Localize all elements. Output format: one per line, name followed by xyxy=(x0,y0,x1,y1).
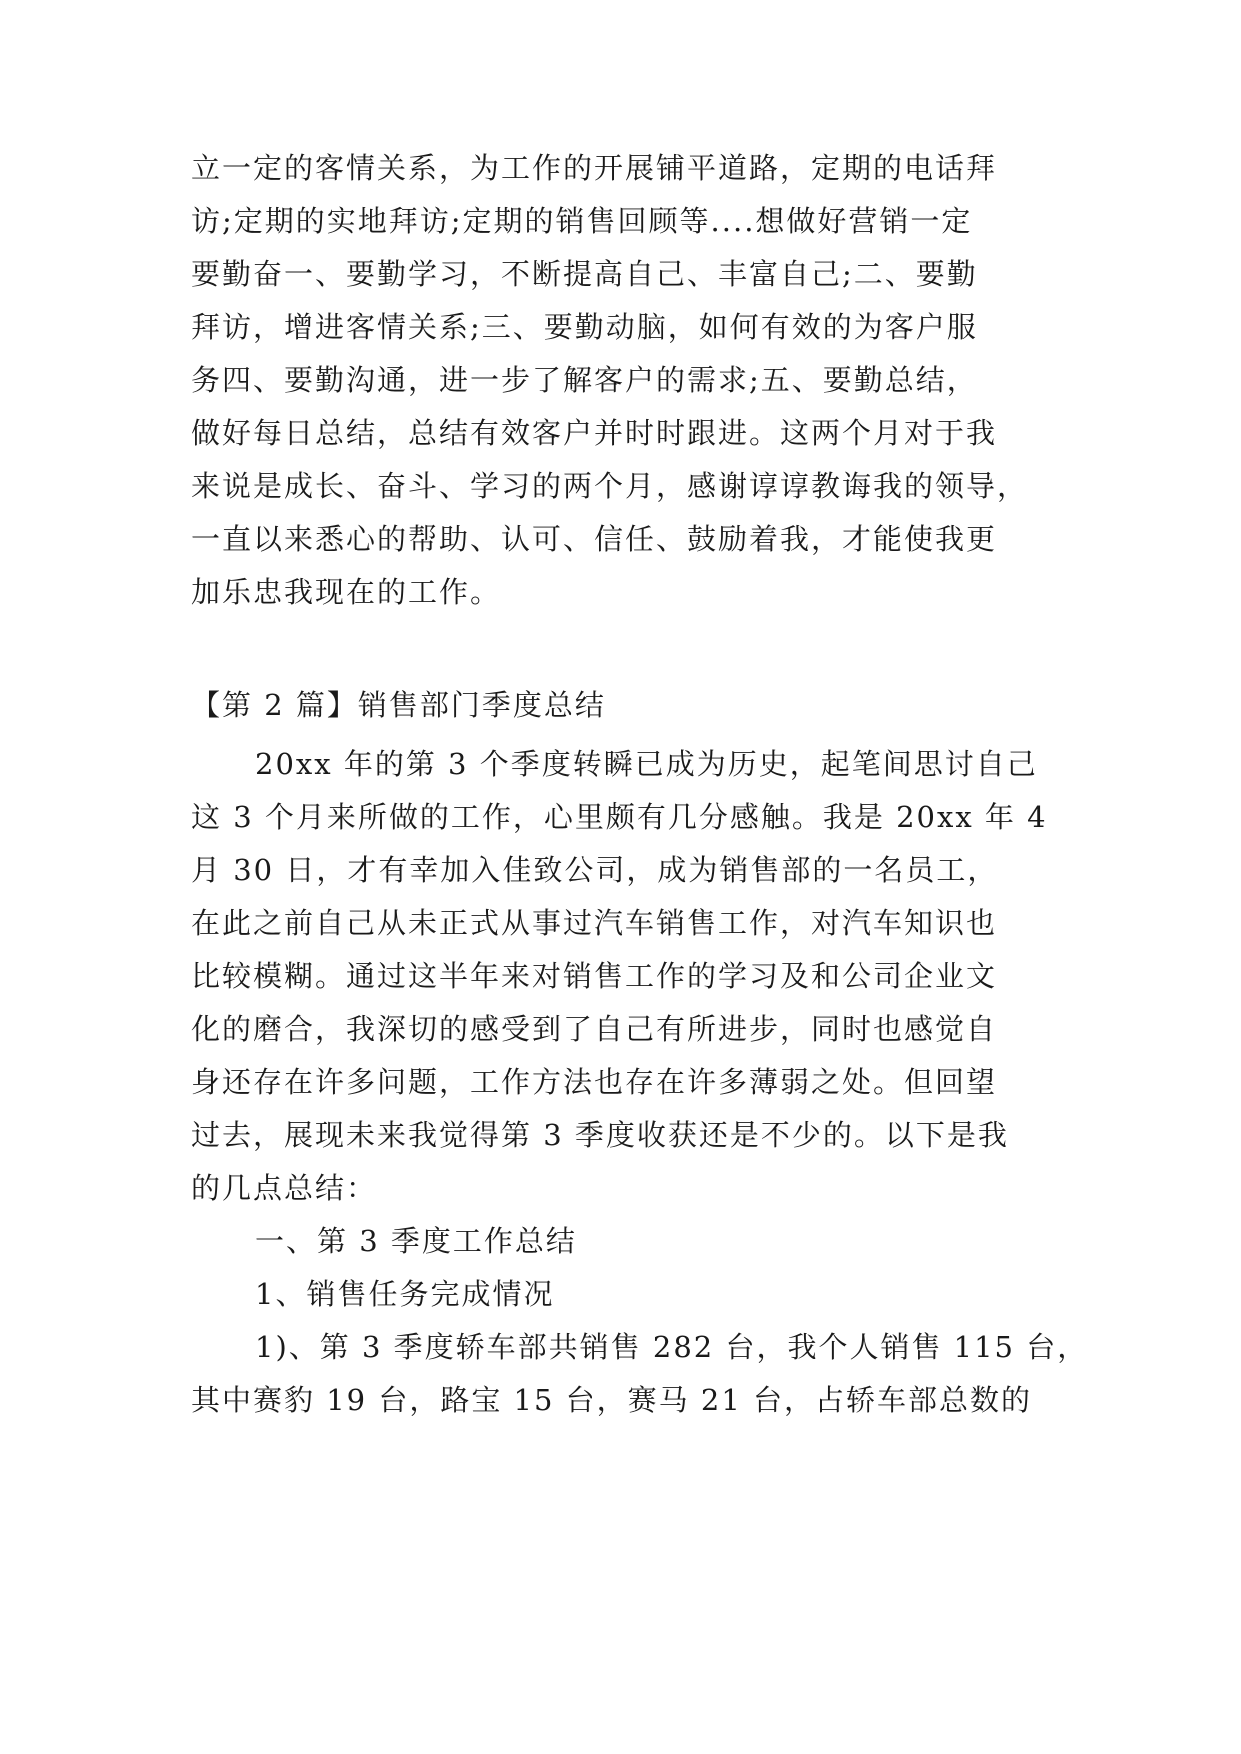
paragraph-line: 1)、第 3 季度轿车部共销售 282 台，我个人销售 115 台， xyxy=(255,1330,1089,1364)
paragraph-line: 一直以来悉心的帮助、认可、信任、鼓励着我，才能使我更 xyxy=(191,522,998,556)
paragraph-line: 的几点总结： xyxy=(191,1171,378,1205)
paragraph-line: 化的磨合，我深切的感受到了自己有所进步，同时也感觉自 xyxy=(191,1012,998,1046)
subheading: 1、销售任务完成情况 xyxy=(255,1277,555,1311)
paragraph-line: 过去，展现未来我觉得第 3 季度收获还是不少的。以下是我 xyxy=(191,1118,1009,1152)
paragraph-line: 拜访，增进客情关系;三、要勤动脑，如何有效的为客户服 xyxy=(191,310,978,344)
paragraph-line: 月 30 日，才有幸加入佳致公司，成为销售部的一名员工， xyxy=(191,853,999,887)
paragraph-line: 来说是成长、奋斗、学习的两个月，感谢谆谆教诲我的领导， xyxy=(191,469,1029,503)
paragraph-line: 其中赛豹 19 台，路宝 15 台，赛马 21 台，占轿车部总数的 xyxy=(191,1383,1033,1417)
paragraph-line: 身还存在许多问题，工作方法也存在许多薄弱之处。但回望 xyxy=(191,1065,998,1099)
paragraph-line: 要勤奋一、要勤学习，不断提高自己、丰富自己;二、要勤 xyxy=(191,257,978,291)
subheading: 一、第 3 季度工作总结 xyxy=(255,1224,577,1258)
paragraph-line: 做好每日总结，总结有效客户并时时跟进。这两个月对于我 xyxy=(191,416,998,450)
section-heading: 【第 2 篇】销售部门季度总结 xyxy=(191,688,606,722)
paragraph-line: 20xx 年的第 3 个季度转瞬已成为历史，起笔间思讨自己 xyxy=(255,747,1038,781)
paragraph-line: 访;定期的实地拜访;定期的销售回顾等....想做好营销一定 xyxy=(191,204,973,238)
paragraph-line: 在此之前自己从未正式从事过汽车销售工作，对汽车知识也 xyxy=(191,906,998,940)
paragraph-line: 务四、要勤沟通，进一步了解客户的需求;五、要勤总结， xyxy=(191,363,978,397)
paragraph-line: 比较模糊。通过这半年来对销售工作的学习及和公司企业文 xyxy=(191,959,998,993)
paragraph-line: 这 3 个月来所做的工作，心里颇有几分感触。我是 20xx 年 4 xyxy=(191,800,1048,834)
paragraph-line: 立一定的客情关系，为工作的开展铺平道路，定期的电话拜 xyxy=(191,151,998,185)
paragraph-line: 加乐忠我现在的工作。 xyxy=(191,575,502,609)
